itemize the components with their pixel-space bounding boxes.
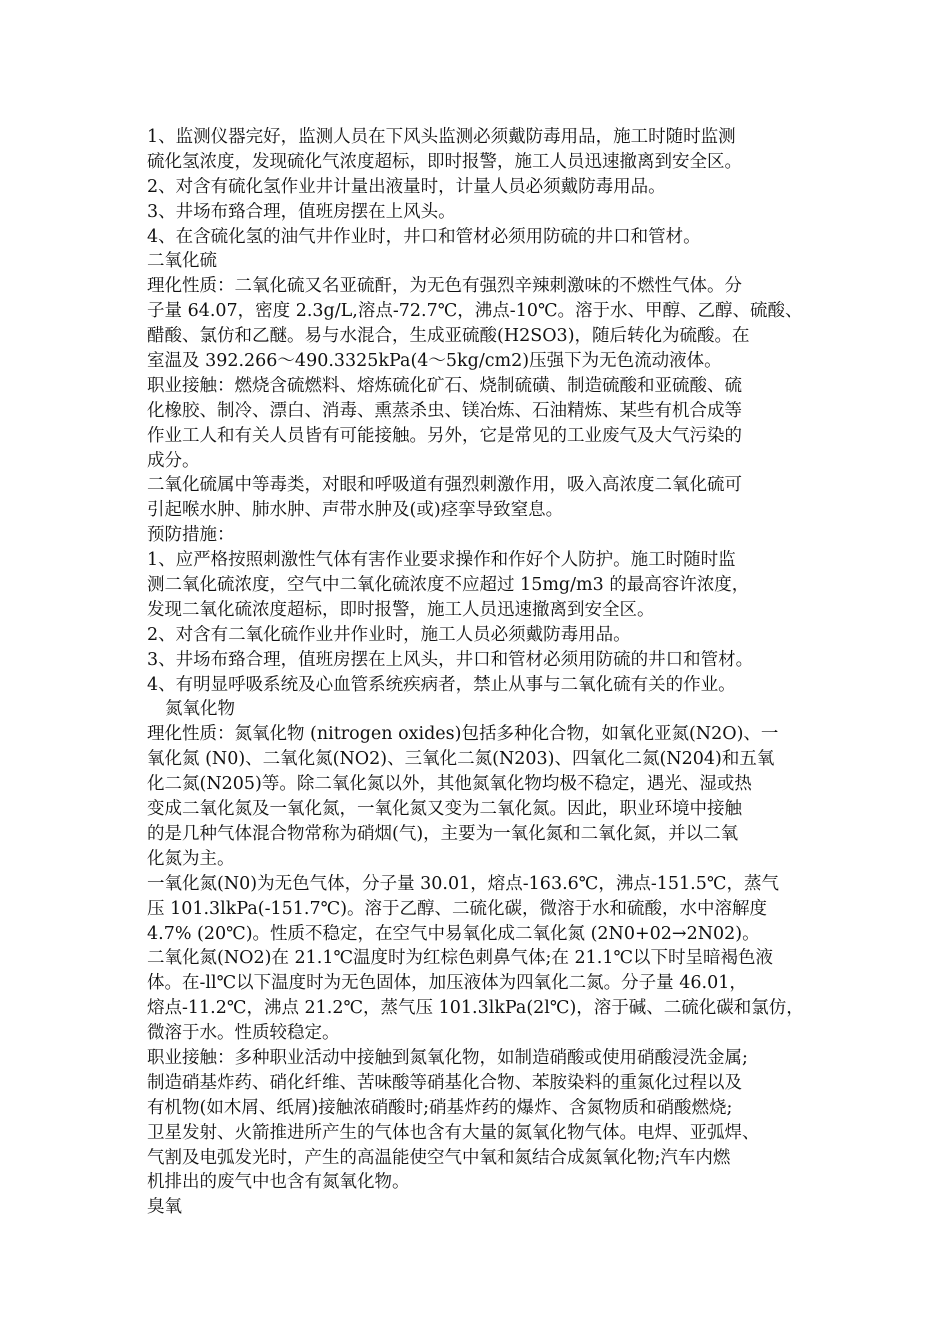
text-line: 4、有明显呼吸系统及心血管系统疾病者，禁止从事与二氧化硫有关的作业。 [147,674,736,695]
text-line: 发现二氧化硫浓度超标，即时报警，施工人员迅速撤离到安全区。 [147,599,655,620]
text-line: 成分。 [147,450,200,471]
text-line: 硫化氢浓度，发现硫化气浓度超标，即时报警，施工人员迅速撤离到安全区。 [147,151,742,172]
text-line: 气割及电弧发光时，产生的高温能使空气中氧和氮结合成氮氧化物;汽车内燃 [147,1147,731,1168]
text-line: 二氧化氮(NO2)在 21.1℃温度时为红棕色刺鼻气体;在 21.1℃以下时呈暗褐色液 [147,948,774,969]
text-line: 子量 64.07，密度 2.3g/L,溶点-72.7℃，沸点-10℃。溶于水、甲醇、乙醇、硫酸、 [147,301,803,322]
text-line: 职业接触：燃烧含硫燃料、熔炼硫化矿石、烧制硫磺、制造硫酸和亚硫酸、硫 [147,375,742,396]
text-line: 室温及 392.266～490.3325kPa(4～5kg/cm2)压强下为无色流动液体。 [147,351,722,372]
text-line: 氧化氮 (N0)、二氧化氮(NO2)、三氧化二氮(N203)、四氧化二氮(N204)和五氧 [147,749,775,770]
text-line: 测二氧化硫浓度，空气中二氧化硫浓度不应超过 15mg/m3 的最高容许浓度， [147,575,750,596]
text-line: 理化性质：氮氧化物 (nitrogen oxides)包括多种化合物，如氧化亚氮(N2O)、一 [147,724,779,745]
document-body [147,125,827,1220]
text-line: 醋酸、氯仿和乙醚。易与水混合，生成亚硫酸(H2SO3)，随后转化为硫酸。在 [147,326,750,347]
section-heading-sulfur-dioxide: 二氧化硫 [147,251,217,272]
text-line: 制造硝基炸药、硝化纤维、苦味酸等硝基化合物、苯胺染料的重氮化过程以及 [147,1072,742,1093]
text-line: 微溶于水。性质较稳定。 [147,1023,340,1044]
text-line: 体。在-ll℃以下温度时为无色固体，加压液体为四氧化二氮。分子量 46.01， [147,973,747,994]
text-line: 3、井场布臵合理，值班房摆在上风头，井口和管材必须用防硫的井口和管材。 [147,649,754,670]
section-heading-nitrogen-oxides: 氮氧化物 [165,699,235,720]
text-line: 作业工人和有关人员皆有可能接触。另外，它是常见的工业废气及大气污染的 [147,425,742,446]
text-line: 化橡胶、制冷、漂白、消毒、熏蒸杀虫、镁冶炼、石油精炼、某些有机合成等 [147,400,742,421]
text-line: 4、在含硫化氢的油气井作业时，井口和管材必须用防硫的井口和管材。 [147,226,701,247]
text-line: 一氧化氮(N0)为无色气体，分子量 30.01，熔点-163.6℃，沸点-151.5℃，蒸气 [147,873,779,894]
text-line: 化氮为主。 [147,848,235,869]
text-line: 熔点-11.2℃，沸点 21.2℃，蒸气压 101.3lkPa(2l℃)，溶于碱、二硫化碳和氯仿， [147,998,804,1019]
text-line: 2、对含有二氧化硫作业井作业时，施工人员必须戴防毒用品。 [147,624,631,645]
text-line: 引起喉水肿、肺水肿、声带水肿及(或)痉挛导致窒息。 [147,500,564,521]
text-line: 预防措施： [147,525,235,546]
section-heading-ozone: 臭氧 [147,1197,182,1218]
text-line: 的是几种气体混合物常称为硝烟(气)，主要为一氧化氮和二氧化氮，并以二氧 [147,823,739,844]
text-line: 二氧化硫属中等毒类，对眼和呼吸道有强烈刺激作用，吸入高浓度二氧化硫可 [147,475,742,496]
text-line: 变成二氧化氮及一氧化氮，一氧化氮又变为二氧化氮。因此，职业环境中接触 [147,799,742,820]
text-line: 压 101.3lkPa(-151.7℃)。溶于乙醇、二硫化碳，微溶于水和硫酸，水中溶解度 [147,898,768,919]
text-line: 理化性质：二氧化硫又名亚硫酐，为无色有强烈辛辣刺激味的不燃性气体。分 [147,276,742,297]
text-line: 机排出的废气中也含有氮氧化物。 [147,1172,410,1193]
text-line: 1、监测仪器完好，监测人员在下风头监测必须戴防毒用品，施工时随时监测 [147,127,736,147]
text-line: 3、井场布臵合理，值班房摆在上风头。 [147,201,456,222]
text-line: 卫星发射、火箭推进所产生的气体也含有大量的氮氧化物气体。电焊、亚弧焊、 [147,1122,760,1143]
text-line: 1、应严格按照刺激性气体有害作业要求操作和作好个人防护。施工时随时监 [147,550,736,571]
text-line: 2、对含有硫化氢作业井计量出液量时，计量人员必须戴防毒用品。 [147,176,666,197]
text-line: 职业接触：多种职业活动中接触到氮氧化物，如制造硝酸或使用硝酸浸洗金属; [147,1047,748,1068]
text-line: 有机物(如木屑、纸屑)接触浓硝酸时;硝基炸药的爆炸、含氮物质和硝酸燃烧; [147,1097,733,1118]
text-line: 化二氮(N205)等。除二氧化氮以外，其他氮氧化物均极不稳定，遇光、湿或热 [147,774,752,795]
text-line: 4.7% (20℃)。性质不稳定，在空气中易氧化成二氧化氮 (2N0+02→2N02)。 [147,923,760,944]
